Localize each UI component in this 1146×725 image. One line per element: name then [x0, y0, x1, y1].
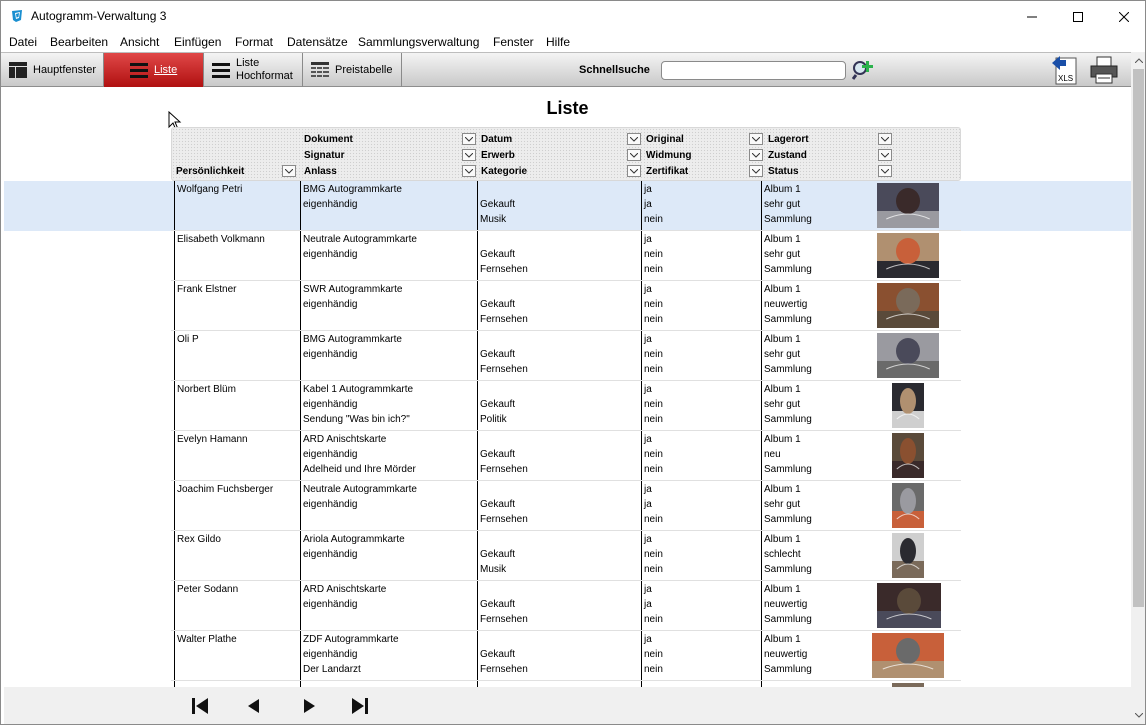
window-title: Autogramm-Verwaltung 3	[31, 9, 167, 23]
cell-text: neuwertig	[764, 599, 808, 610]
cell-text: Sammlung	[764, 414, 812, 425]
liste-hochformat-label	[236, 57, 293, 83]
cell-text: Sammlung	[764, 314, 812, 325]
cell-text: nein	[644, 564, 663, 575]
cell-text: Gekauft	[480, 549, 516, 560]
cell-text: nein	[644, 414, 663, 425]
price-table-icon	[311, 62, 329, 78]
cell-text: Fernsehen	[480, 314, 528, 325]
cell-original[interactable]	[641, 631, 761, 681]
cell-text: Album 1	[764, 184, 801, 195]
cell-text: eigenhändig	[303, 299, 358, 310]
cell-dokument[interactable]	[300, 531, 477, 581]
liste-hochformat-button[interactable]	[204, 53, 303, 87]
cell-text: Album 1	[764, 384, 801, 395]
cell-persoenlichkeit[interactable]	[174, 281, 300, 331]
cell-text: eigenhändig	[303, 449, 358, 460]
cell-text: sehr gut	[764, 199, 801, 210]
vertical-scrollbar[interactable]	[1131, 52, 1146, 724]
cell-text: nein	[644, 349, 663, 360]
cell-text: ja	[644, 434, 652, 445]
liste-button[interactable]	[104, 53, 204, 87]
autograph-photo[interactable]	[877, 583, 941, 628]
cell-text: nein	[644, 264, 663, 275]
cell-text: Neutrale Autogrammkarte	[303, 484, 417, 495]
chevron-down-icon	[285, 169, 293, 174]
cell-text: eigenhändig	[303, 199, 358, 210]
header-anlass: Anlass	[304, 166, 337, 177]
cell-text: Joachim Fuchsberger	[177, 484, 274, 495]
previous-record-icon	[244, 697, 262, 715]
cell-text: eigenhändig	[303, 499, 358, 510]
cell-datum[interactable]	[477, 531, 641, 581]
last-record-button[interactable]	[349, 695, 371, 717]
cell-text: Sammlung	[764, 664, 812, 675]
sort-dropdown-zustand[interactable]	[878, 149, 892, 161]
cell-dokument[interactable]	[300, 231, 477, 281]
cell-text: Peter Sodann	[177, 584, 239, 595]
header-status: Status	[768, 166, 799, 177]
cell-text: Album 1	[764, 234, 801, 245]
cell-text: Album 1	[764, 334, 801, 345]
cell-text: nein	[644, 364, 663, 375]
chevron-down-icon	[881, 153, 889, 158]
sort-dropdown-original[interactable]	[749, 133, 763, 145]
cell-text: Album 1	[764, 534, 801, 545]
table-row[interactable]	[4, 531, 1131, 581]
cell-persoenlichkeit[interactable]	[174, 481, 300, 531]
cell-text: nein	[644, 314, 663, 325]
menu-fenster[interactable]: Fenster	[493, 35, 534, 49]
cell-text: Album 1	[764, 284, 801, 295]
cell-text: Gekauft	[480, 599, 516, 610]
autograph-photo[interactable]	[892, 383, 924, 428]
cell-text: SWR Autogrammkarte	[303, 284, 403, 295]
cell-original[interactable]	[641, 181, 761, 231]
chevron-down-icon	[752, 169, 760, 174]
hauptfenster-label: Hauptfenster	[33, 64, 96, 76]
cell-text: Fernsehen	[480, 364, 528, 375]
list-icon	[130, 62, 148, 78]
chevron-down-icon	[881, 169, 889, 174]
cell-text: ja	[644, 334, 652, 345]
cell-text: Musik	[480, 214, 507, 225]
sort-dropdown-erwerb[interactable]	[627, 149, 641, 161]
cell-text: eigenhändig	[303, 549, 358, 560]
table-row[interactable]	[4, 481, 1131, 531]
menu-sammlungsverwaltung[interactable]: Sammlungsverwaltung	[358, 35, 480, 49]
cell-lagerort[interactable]	[761, 281, 881, 331]
cell-text: ja	[644, 484, 652, 495]
column-header	[171, 127, 961, 181]
header-erwerb: Erwerb	[481, 150, 515, 161]
header-original: Original	[646, 134, 684, 145]
cell-text: nein	[644, 249, 663, 260]
cell-text: nein	[644, 399, 663, 410]
cell-original[interactable]	[641, 531, 761, 581]
printer-icon[interactable]	[1089, 56, 1119, 84]
cell-text: Gekauft	[480, 449, 516, 460]
cell-text: ja	[644, 284, 652, 295]
cell-text: eigenhändig	[303, 349, 358, 360]
table-row[interactable]	[4, 231, 1131, 281]
liste-hoch-line1: Liste	[236, 57, 260, 69]
cell-text: ja	[644, 534, 652, 545]
next-record-icon	[301, 697, 319, 715]
cell-lagerort[interactable]	[761, 631, 881, 681]
liste-hoch-line2: Hochformat	[236, 70, 293, 82]
cell-lagerort[interactable]	[761, 231, 881, 281]
cell-text: Gekauft	[480, 649, 516, 660]
cell-text: Walter Plathe	[177, 634, 237, 645]
header-datum: Datum	[481, 134, 513, 145]
close-icon	[1119, 12, 1129, 22]
autograph-photo[interactable]	[877, 283, 939, 328]
page-title: Liste	[546, 98, 589, 118]
cell-text: Gekauft	[480, 349, 516, 360]
scroll-down-button[interactable]	[1131, 707, 1146, 724]
xls-text: XLS	[1058, 74, 1074, 83]
menu-bar	[1, 32, 1146, 52]
header-persoenlichkeit: Persönlichkeit	[176, 166, 245, 177]
previous-record-button[interactable]	[242, 695, 264, 717]
cell-text: Gekauft	[480, 399, 516, 410]
cell-text: Fernsehen	[480, 514, 528, 525]
cell-text: Oli P	[177, 334, 199, 345]
cell-text: nein	[644, 464, 663, 475]
cell-text: Sammlung	[764, 214, 812, 225]
title-bar[interactable]	[1, 1, 1146, 32]
menu-datei[interactable]: Datei	[9, 35, 38, 49]
cell-dokument[interactable]	[300, 481, 477, 531]
cell-dokument[interactable]	[300, 331, 477, 381]
sort-dropdown-signatur[interactable]	[462, 149, 476, 161]
cell-datum[interactable]	[477, 581, 641, 631]
cell-text: ja	[644, 384, 652, 395]
record-navigation	[4, 687, 1131, 724]
app-logo-icon	[10, 9, 24, 23]
cell-text: ARD Anischtskarte	[303, 434, 387, 445]
cell-text: eigenhändig	[303, 249, 358, 260]
cell-text: Der Landarzt	[303, 664, 361, 675]
cell-original[interactable]	[641, 481, 761, 531]
cell-text: Gekauft	[480, 199, 516, 210]
cell-text: eigenhändig	[303, 399, 358, 410]
cell-persoenlichkeit[interactable]	[174, 631, 300, 681]
header-zertifikat: Zertifikat	[646, 166, 689, 177]
cell-datum[interactable]	[477, 431, 641, 481]
cell-text: Sammlung	[764, 264, 812, 275]
cell-datum[interactable]	[477, 231, 641, 281]
cell-text: Gekauft	[480, 249, 516, 260]
cell-text: ja	[644, 584, 652, 595]
cell-dokument[interactable]	[300, 181, 477, 231]
cell-text: Gekauft	[480, 299, 516, 310]
sort-dropdown-dokument[interactable]	[462, 133, 476, 145]
cell-text: schlecht	[764, 549, 801, 560]
cell-text: ja	[644, 499, 652, 510]
cell-text: Sammlung	[764, 514, 812, 525]
autograph-photo[interactable]	[872, 633, 944, 678]
cell-text: Fernsehen	[480, 464, 528, 475]
close-button[interactable]	[1101, 1, 1146, 32]
maximize-icon	[1073, 12, 1083, 22]
header-kategorie: Kategorie	[481, 166, 528, 177]
cell-original[interactable]	[641, 581, 761, 631]
minimize-button[interactable]	[1009, 1, 1055, 32]
cell-text: Sammlung	[764, 364, 812, 375]
cell-text: Album 1	[764, 484, 801, 495]
maximize-button[interactable]	[1055, 1, 1101, 32]
cell-text: Album 1	[764, 434, 801, 445]
next-record-button[interactable]	[299, 695, 321, 717]
cell-lagerort[interactable]	[761, 431, 881, 481]
header-lagerort: Lagerort	[768, 134, 809, 145]
menu-hilfe[interactable]: Hilfe	[546, 35, 571, 49]
cell-text: ZDF Autogrammkarte	[303, 634, 399, 645]
sort-dropdown-kategorie[interactable]	[627, 165, 641, 177]
cell-lagerort[interactable]	[761, 331, 881, 381]
cell-text: Ariola Autogrammkarte	[303, 534, 405, 545]
cell-lagerort[interactable]	[761, 381, 881, 431]
cell-dokument[interactable]	[300, 381, 477, 431]
cell-text: ja	[644, 634, 652, 645]
cell-text: nein	[644, 614, 663, 625]
chevron-down-icon	[465, 137, 473, 142]
chevron-down-icon	[630, 169, 638, 174]
cell-text: nein	[644, 449, 663, 460]
cell-text: sehr gut	[764, 249, 801, 260]
chevron-up-icon	[1135, 58, 1143, 63]
table-row[interactable]	[4, 431, 1131, 481]
cell-text: Rex Gildo	[177, 534, 221, 545]
quicksearch-input[interactable]	[661, 61, 846, 80]
cell-text: Musik	[480, 564, 507, 575]
autograph-photo[interactable]	[892, 433, 924, 478]
cell-text: nein	[644, 549, 663, 560]
menu-format[interactable]: Format	[235, 35, 274, 49]
cell-text: sehr gut	[764, 399, 801, 410]
cell-text: BMG Autogrammkarte	[303, 184, 402, 195]
cell-datum[interactable]	[477, 181, 641, 231]
cell-text: ja	[644, 184, 652, 195]
table-row[interactable]	[4, 631, 1131, 681]
chevron-down-icon	[630, 153, 638, 158]
header-zustand: Zustand	[768, 150, 807, 161]
cell-text: neu	[764, 449, 781, 460]
cell-persoenlichkeit[interactable]	[174, 581, 300, 631]
cell-text: Fernsehen	[480, 664, 528, 675]
chevron-down-icon	[752, 137, 760, 142]
menu-bearbeiten[interactable]: Bearbeiten	[50, 35, 109, 49]
cell-text: Gekauft	[480, 499, 516, 510]
cell-text: eigenhändig	[303, 649, 358, 660]
cell-dokument[interactable]	[300, 581, 477, 631]
liste-label: Liste	[154, 64, 178, 76]
last-record-icon	[351, 697, 369, 715]
cell-text: Norbert Blüm	[177, 384, 236, 395]
autograph-photo[interactable]	[877, 183, 939, 228]
cell-text: Evelyn Hamann	[177, 434, 248, 445]
cell-text: Neutrale Autogrammkarte	[303, 234, 417, 245]
cell-dokument[interactable]	[300, 631, 477, 681]
header-widmung: Widmung	[646, 150, 692, 161]
cell-datum[interactable]	[477, 631, 641, 681]
autograph-photo[interactable]	[877, 333, 939, 378]
cell-persoenlichkeit[interactable]	[174, 381, 300, 431]
autograph-photo[interactable]	[892, 533, 924, 578]
sort-dropdown-lagerort[interactable]	[878, 133, 892, 145]
scroll-up-button[interactable]	[1131, 52, 1146, 69]
cell-original[interactable]	[641, 431, 761, 481]
sort-dropdown-datum[interactable]	[627, 133, 641, 145]
cell-text: ja	[644, 234, 652, 245]
sort-dropdown-status[interactable]	[878, 165, 892, 177]
preistabelle-button[interactable]	[303, 53, 402, 87]
cell-text: neuwertig	[764, 299, 808, 310]
cell-lagerort[interactable]	[761, 581, 881, 631]
menu-einfuegen[interactable]: Einfügen	[174, 35, 222, 49]
cell-text: nein	[644, 649, 663, 660]
table-row[interactable]	[4, 331, 1131, 381]
cell-text: BMG Autogrammkarte	[303, 334, 402, 345]
cell-text: Kabel 1 Autogrammkarte	[303, 384, 414, 395]
cell-text: nein	[644, 214, 663, 225]
chevron-down-icon	[465, 153, 473, 158]
quicksearch-label: Schnellsuche	[579, 64, 650, 76]
cell-text: Wolfgang Petri	[177, 184, 243, 195]
preistabelle-label: Preistabelle	[335, 64, 393, 76]
cell-text: nein	[644, 299, 663, 310]
autograph-photo[interactable]	[877, 233, 939, 278]
cell-dokument[interactable]	[300, 431, 477, 481]
scroll-thumb[interactable]	[1133, 69, 1144, 607]
cell-datum[interactable]	[477, 331, 641, 381]
cell-datum[interactable]	[477, 281, 641, 331]
cell-text: eigenhändig	[303, 599, 358, 610]
cell-lagerort[interactable]	[761, 531, 881, 581]
sort-dropdown-zertifikat[interactable]	[749, 165, 763, 177]
menu-datensaetze[interactable]: Datensätze	[287, 35, 348, 49]
cell-original[interactable]	[641, 331, 761, 381]
cell-text: neuwertig	[764, 649, 808, 660]
menu-ansicht[interactable]: Ansicht	[120, 35, 160, 49]
xls-export-icon[interactable]	[1050, 55, 1078, 85]
cell-original[interactable]	[641, 281, 761, 331]
minimize-icon	[1027, 12, 1037, 22]
cell-datum[interactable]	[477, 481, 641, 531]
table-row[interactable]	[4, 381, 1131, 431]
sort-dropdown-widmung[interactable]	[749, 149, 763, 161]
cell-text: Sammlung	[764, 614, 812, 625]
cell-text: sehr gut	[764, 499, 801, 510]
autograph-photo[interactable]	[892, 483, 924, 528]
cell-text: nein	[644, 664, 663, 675]
cell-text: Sendung "Was bin ich?"	[303, 414, 410, 425]
hauptfenster-button[interactable]	[1, 53, 104, 87]
table-row[interactable]	[4, 281, 1131, 331]
first-record-button[interactable]	[189, 695, 211, 717]
cell-text: Sammlung	[764, 464, 812, 475]
cell-text: nein	[644, 514, 663, 525]
list-portrait-icon	[212, 62, 230, 78]
cell-text: ja	[644, 599, 652, 610]
cell-text: Politik	[480, 414, 507, 425]
cell-text: ja	[644, 199, 652, 210]
cell-text: Fernsehen	[480, 264, 528, 275]
table-row[interactable]	[4, 581, 1131, 631]
cell-persoenlichkeit[interactable]	[174, 181, 300, 231]
sort-dropdown-anlass[interactable]	[462, 165, 476, 177]
cell-persoenlichkeit[interactable]	[174, 231, 300, 281]
sort-dropdown-persoenlichkeit[interactable]	[282, 165, 296, 177]
cell-persoenlichkeit[interactable]	[174, 531, 300, 581]
cell-text: Album 1	[764, 634, 801, 645]
cell-text: Adelheid und Ihre Mörder	[303, 464, 416, 475]
header-dokument: Dokument	[304, 134, 353, 145]
main-window-icon	[9, 62, 27, 78]
cell-lagerort[interactable]	[761, 481, 881, 531]
cell-lagerort[interactable]	[761, 181, 881, 231]
cell-persoenlichkeit[interactable]	[174, 431, 300, 481]
cell-text: Frank Elstner	[177, 284, 237, 295]
cell-text: Elisabeth Volkmann	[177, 234, 265, 245]
chevron-down-icon	[881, 137, 889, 142]
cell-text: Fernsehen	[480, 614, 528, 625]
cell-text: Sammlung	[764, 564, 812, 575]
list-content	[4, 87, 1131, 687]
header-signatur: Signatur	[304, 150, 345, 161]
cell-datum[interactable]	[477, 381, 641, 431]
chevron-down-icon	[1135, 713, 1143, 718]
cell-dokument[interactable]	[300, 281, 477, 331]
cell-persoenlichkeit[interactable]	[174, 331, 300, 381]
chevron-down-icon	[465, 169, 473, 174]
cell-text: Album 1	[764, 584, 801, 595]
cell-text: ARD Anischtskarte	[303, 584, 387, 595]
cell-original[interactable]	[641, 381, 761, 431]
chevron-down-icon	[630, 137, 638, 142]
cell-text: sehr gut	[764, 349, 801, 360]
cell-original[interactable]	[641, 231, 761, 281]
first-record-icon	[191, 697, 209, 715]
chevron-down-icon	[752, 153, 760, 158]
search-go-icon[interactable]	[852, 59, 876, 81]
table-row[interactable]	[4, 181, 1131, 231]
toolbar	[1, 52, 1131, 87]
